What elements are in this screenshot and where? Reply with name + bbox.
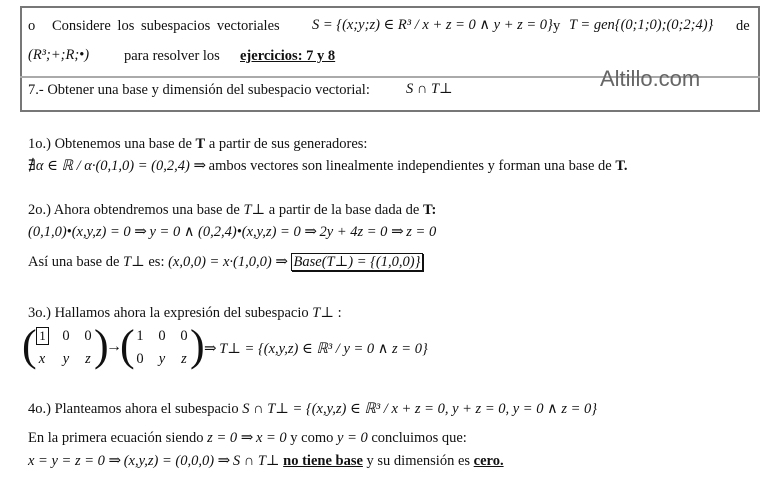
exercise-7-statement: 7.- Obtener una base y dimensión del subespacio vectorial: <box>28 82 370 98</box>
step4-line2-m3: y = 0 <box>337 430 368 446</box>
step4-line2 <box>28 428 467 447</box>
step2-eq-d: z = 0 <box>406 224 437 240</box>
step4-line3-m3: S ∩ T⊥ <box>232 453 280 469</box>
step3-title <box>28 305 342 322</box>
matrix1-pivot: 1 <box>36 327 49 345</box>
matrix2-cell: 0 <box>158 328 166 344</box>
implies-arrow-icon: ⇒ <box>193 158 206 174</box>
matrix2-cell: 1 <box>136 328 144 344</box>
implies-arrow-icon: ⇒ <box>217 453 230 469</box>
dimension-zero-text: cero. <box>473 453 504 469</box>
matrix1-cell: y <box>62 351 70 367</box>
matrix2-left-paren: ( <box>120 321 135 370</box>
matrix1-right-paren: ) <box>94 321 109 370</box>
matrix2-cell: 0 <box>180 328 188 344</box>
step4-line2-mid: y como <box>290 430 334 446</box>
step2-line2-pre: Así una base de <box>28 254 120 270</box>
step3-title-math: T⊥ <box>312 305 334 321</box>
no-basis-text: no tiene base <box>283 453 363 469</box>
step2-line2-es: es: <box>148 254 165 270</box>
matrix2-cell: y <box>158 351 166 367</box>
step4-line3 <box>28 451 504 470</box>
step1-title-T: T <box>195 136 206 152</box>
matrix2-cell: z <box>181 351 187 367</box>
step4-line2-post: concluimos que: <box>371 430 467 446</box>
step4-line2-pre: En la primera ecuación siendo <box>28 430 204 446</box>
step1-title-post: a partir de sus generadores: <box>208 136 368 152</box>
step1-text-T: T. <box>615 158 628 174</box>
basis-result-box: Base(T⊥) = {(1,0,0)} <box>291 253 424 271</box>
matrix1-cell: z <box>85 351 91 367</box>
step2-title-post: a partir de la base dada de <box>268 202 420 218</box>
step2-line2-math: T⊥ <box>123 254 145 270</box>
step2-title-math: T⊥ <box>243 202 266 218</box>
step4-title-math: S ∩ T⊥ = {(x,y,z) ∈ ℝ³ / x + z = 0, y + z = 0, y = 0 ∧ z = 0} <box>242 401 598 417</box>
matrix1-cell: 0 <box>84 328 92 344</box>
row-op-arrow-icon: → <box>106 338 122 355</box>
step4-title-pre: 4o.) Planteamos ahora el subespacio <box>28 401 239 417</box>
header-line1-text: Considere los subespacios vectoriales <box>52 18 280 34</box>
header-de: de <box>736 18 750 34</box>
step2-line2 <box>28 252 423 271</box>
step4-line3-m1: x = y = z = 0 <box>28 453 105 469</box>
step4-line3-m2: (x,y,z) = (0,0,0) <box>123 453 215 469</box>
matrix2-cell: 0 <box>136 351 144 367</box>
step4-line3-mid: y su dimensión es <box>366 453 471 469</box>
implies-arrow-icon: ⇒ <box>304 224 316 240</box>
step1-line <box>28 156 628 175</box>
step3-result <box>204 339 428 358</box>
implies-arrow-icon: ⇒ <box>240 430 253 446</box>
step2-eq-c: 2y + 4z = 0 <box>319 224 388 240</box>
step1-text: ambos vectores son linealmente independientes y forman una base de <box>208 158 612 174</box>
header-and: y <box>553 18 561 34</box>
matrix2-right-paren: ) <box>190 321 205 370</box>
step4-line2-m1: z = 0 <box>207 430 238 446</box>
step1-title-pre: 1o.) Obtenemos una base de <box>28 136 192 152</box>
step2-title-T: T: <box>422 202 437 218</box>
step2-line2-eq: (x,0,0) = x·(1,0,0) <box>168 254 272 270</box>
exercises-link[interactable]: ejercicios: 7 y 8 <box>240 48 336 64</box>
implies-arrow-icon: ⇒ <box>204 341 216 357</box>
step4-line2-m2: x = 0 <box>255 430 287 446</box>
header-line2-text: para resolver los <box>124 48 220 64</box>
matrix1-cell: 0 <box>62 328 70 344</box>
step2-eq-a: (0,1,0)•(x,y,z) = 0 <box>28 224 131 240</box>
header-set-S: S = {(x;y;z) ∈ R³ / x + z = 0 ∧ y + z = 0} <box>312 17 553 33</box>
step1-title <box>28 136 367 153</box>
step3-title-pre: 3o.) Hallamos ahora la expresión del subespacio <box>28 305 309 321</box>
matrix1-cell: x <box>38 351 46 367</box>
step2-line1 <box>28 222 436 241</box>
step4-title <box>28 401 597 418</box>
step2-title-pre: 2o.) Ahora obtendremos una base de <box>28 202 240 218</box>
step2-eq-b: y = 0 ∧ (0,2,4)•(x,y,z) = 0 <box>149 224 301 240</box>
step1-math: ∄α ∈ ℝ / α·(0,1,0) = (0,2,4) <box>28 158 190 174</box>
implies-arrow-icon: ⇒ <box>108 453 121 469</box>
header-vector-space: (R³;+;R;•) <box>28 47 90 63</box>
step3-title-post: : <box>337 305 342 321</box>
header-bullet: o <box>28 18 36 34</box>
implies-arrow-icon: ⇒ <box>275 254 287 270</box>
matrix1-left-paren: ( <box>22 321 37 370</box>
step3-result-set: T⊥ = {(x,y,z) ∈ ℝ³ / y = 0 ∧ z = 0} <box>219 341 428 357</box>
header-set-T: T = gen{(0;1;0);(0;2;4)} <box>569 17 714 33</box>
exercise-7-subspace: S ∩ T⊥ <box>406 81 453 97</box>
altillo-watermark: Altillo.com <box>600 66 701 91</box>
step2-title <box>28 202 436 219</box>
implies-arrow-icon: ⇒ <box>134 224 146 240</box>
implies-arrow-icon: ⇒ <box>391 224 403 240</box>
